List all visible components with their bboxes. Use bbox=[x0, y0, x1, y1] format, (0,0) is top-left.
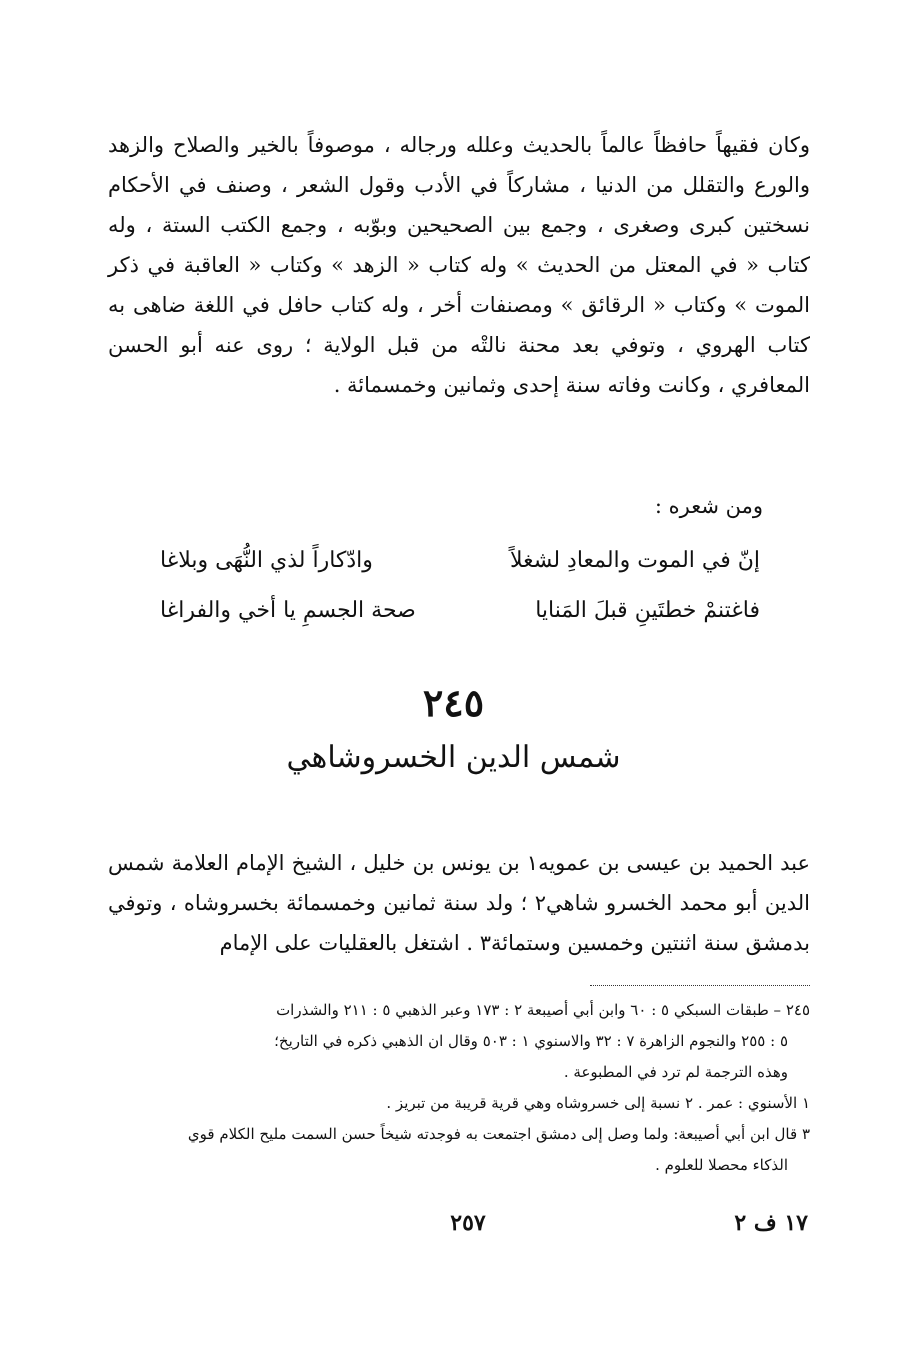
footnotes bbox=[108, 995, 810, 1181]
footnote-1-2: ١ الأسنوي : عمر . ٢ نسبة إلى خسروشاه وهي قرية قريبة من تبريز . bbox=[386, 1094, 810, 1112]
entry-244-text bbox=[108, 125, 810, 405]
verse-second-hemistich: صحة الجسمِ يا أخي والفراغا bbox=[160, 597, 416, 623]
footnote-245-cont: ٥ : ٢٥٥ والنجوم الزاهرة ٧ : ٣٢ والاسنوي ١ : ٥٠٣ وقال ان الذهبي ذكره في التاريخ؛ bbox=[274, 1032, 788, 1050]
verse-second-hemistich: وادّكاراً لذي النُّهَى وبلاغا bbox=[160, 547, 373, 573]
printer-signature: ١٧ ف ٢ bbox=[734, 1210, 808, 1236]
footnote-3-cont: الذكاء محصلا للعلوم . bbox=[655, 1156, 788, 1174]
entry-245-paragraph: عبد الحميد بن عيسى بن عمويه١ بن يونس بن خليل ، الشيخ الإمام العلامة شمس الدين أبو محمد الخسرو شاهي٢ ؛ ولد سنة ثمانين وخمسمائة بخسروشاه ، وتوفي بدمشق سنة اثنتين وخمسين وستمائة٣ . اشتغل بالعقليات على الإمام bbox=[108, 851, 810, 955]
verse-first-hemistich: فاغتنمْ خطتَينِ قبلَ المَنايا bbox=[535, 597, 760, 623]
entry-245-text bbox=[108, 843, 810, 963]
footnote-3: ٣ قال ابن أبي أصيبعة: ولما وصل إلى دمشق اجتمعت به فوجدته شيخاً حسن السمت مليح الكلام قوي bbox=[187, 1125, 810, 1143]
poem-verse bbox=[160, 585, 760, 635]
entry-number: ٢٤٥ bbox=[422, 680, 485, 725]
poem-intro: ومن شعره : bbox=[654, 494, 763, 518]
footnote-245: ٢٤٥ – طبقات السبكي ٥ : ٦٠ وابن أبي أصيبعة ٢ : ١٧٣ وعبر الذهبي ٥ : ٢١١ والشذرات bbox=[276, 1001, 810, 1019]
verse-first-hemistich: إنّ في الموت والمعادِ لشغلاً bbox=[509, 547, 760, 573]
footnote-divider bbox=[590, 985, 810, 986]
poem bbox=[160, 535, 760, 635]
entry-title: شمس الدين الخسروشاهي bbox=[286, 740, 621, 775]
poem-verse bbox=[160, 535, 760, 585]
footnote-245-cont: وهذه الترجمة لم ترد في المطبوعة . bbox=[563, 1063, 788, 1081]
entry-244-paragraph: وكان فقيهاً حافظاً عالماً بالحديث وعلله ورجاله ، موصوفاً بالخير والصلاح والزهد والورع والتقلل من الدنيا ، مشاركاً في الأدب وقول الشعر ، وصنف في الأحكام نسختين كبرى وصغرى ، وجمع بين الصحيحين وبوّبه ، وجمع الكتب الستة ، وله كتاب « في المعتل من الحديث » وله كتاب « الزهد » وكتاب « العاقبة في ذكر الموت » وكتاب « الرقائق » ومصنفات أخر ، وله كتاب حافل في اللغة ضاهى به كتاب الهروي ، وتوفي بعد محنة نالتْه من قبل الولاية ؛ روى عنه أبو الحسن المعافري ، وكانت وفاته سنة إحدى وثمانين وخمسمائة . bbox=[108, 133, 810, 397]
page-number: ٢٥٧ bbox=[450, 1210, 486, 1236]
